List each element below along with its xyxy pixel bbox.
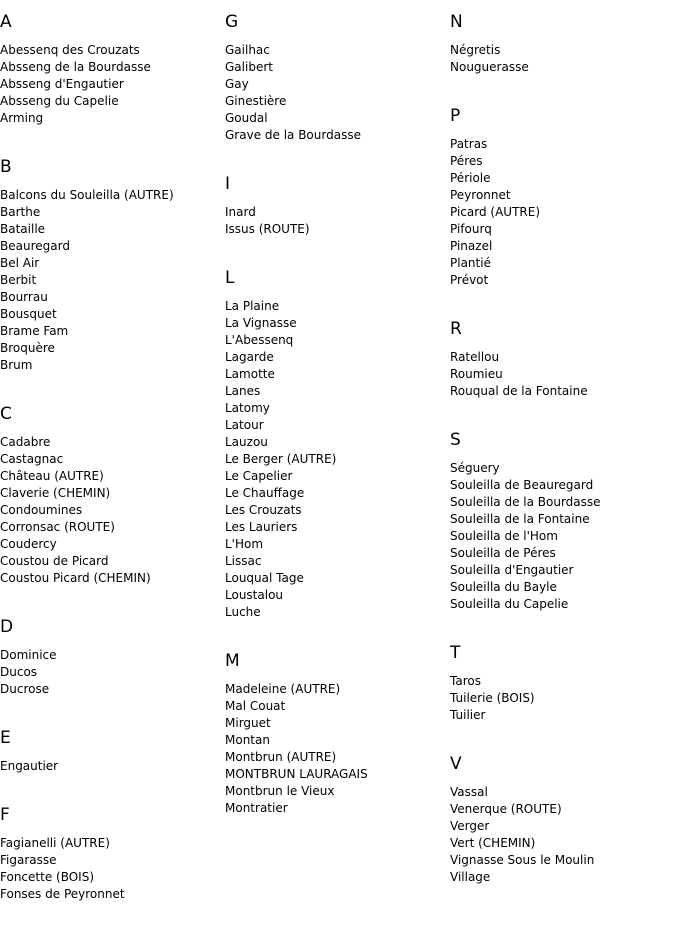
place-list	[225, 204, 450, 238]
place-list-item[interactable]: Balcons du Souleilla (AUTRE)	[0, 188, 174, 202]
place-list	[450, 349, 675, 400]
place-list-item[interactable]: Absseng du Capelie	[0, 94, 119, 108]
place-list-item[interactable]: Lagarde	[225, 350, 274, 364]
letter-heading: E	[0, 728, 11, 748]
place-list	[450, 42, 675, 76]
place-list-item[interactable]: Luche	[225, 605, 261, 619]
place-list-item[interactable]: Prévot	[450, 273, 489, 287]
place-list-item[interactable]: Mirguet	[225, 716, 271, 730]
place-list-item[interactable]: MONTBRUN LAURAGAIS	[225, 767, 368, 781]
place-list	[450, 460, 675, 613]
letter-group	[450, 12, 675, 76]
place-list-item[interactable]: Pinazel	[450, 239, 493, 253]
letter-heading: R	[450, 319, 462, 339]
place-list	[0, 647, 225, 698]
letter-group	[0, 617, 225, 698]
place-list	[225, 681, 450, 817]
place-list-item[interactable]: Verger	[450, 819, 490, 833]
place-list-item[interactable]: Brum	[0, 358, 33, 372]
place-list	[225, 298, 450, 621]
place-list-item[interactable]: Montan	[225, 733, 270, 747]
place-list-item[interactable]: Brame Fam	[0, 324, 69, 338]
letter-heading: B	[0, 157, 12, 177]
place-list	[225, 42, 450, 144]
place-list	[0, 434, 225, 587]
place-list-item[interactable]: Tuilier	[450, 708, 486, 722]
place-list-item[interactable]: Négretis	[450, 43, 501, 57]
letter-group	[0, 157, 225, 374]
place-list-item[interactable]: Souleilla du Bayle	[450, 580, 557, 594]
letter-group	[225, 174, 450, 238]
letter-group	[225, 12, 450, 144]
place-list-item[interactable]: Gailhac	[225, 43, 270, 57]
letter-heading: T	[450, 643, 461, 663]
place-list-item[interactable]: Tuilerie (BOIS)	[450, 691, 535, 705]
place-list-item[interactable]: Arming	[0, 111, 44, 125]
place-list-item[interactable]: Rouqual de la Fontaine	[450, 384, 588, 398]
place-list-item[interactable]: Louqual Tage	[225, 571, 304, 585]
place-list-item[interactable]: Corronsac (ROUTE)	[0, 520, 115, 534]
place-list	[0, 42, 225, 127]
letter-heading: I	[225, 174, 231, 194]
place-list-item[interactable]: Le Capelier	[225, 469, 293, 483]
letter-heading: C	[0, 404, 12, 424]
place-list-item[interactable]: Les Crouzats	[225, 503, 302, 517]
place-list-item[interactable]: Souleilla de la Fontaine	[450, 512, 590, 526]
place-list-item[interactable]: Latour	[225, 418, 264, 432]
place-list-item[interactable]: Souleilla du Capelie	[450, 597, 569, 611]
letter-heading: L	[225, 268, 235, 288]
place-list	[0, 835, 225, 903]
place-list	[450, 784, 675, 886]
place-list-item[interactable]: Fagianelli (AUTRE)	[0, 836, 110, 850]
place-list	[450, 673, 675, 724]
letter-group	[225, 268, 450, 621]
place-list-item[interactable]: Ducos	[0, 665, 38, 679]
place-list-item[interactable]: Fonses de Peyronnet	[0, 887, 125, 901]
place-list-item[interactable]: Dominice	[0, 648, 57, 662]
place-list-item[interactable]: Grave de la Bourdasse	[225, 128, 361, 142]
place-list-item[interactable]: Broquère	[0, 341, 55, 355]
letter-heading: A	[0, 12, 12, 32]
place-list-item[interactable]: Abessenq des Crouzats	[0, 43, 140, 57]
place-list-item[interactable]: Barthe	[0, 205, 41, 219]
place-list-item[interactable]: Bourrau	[0, 290, 48, 304]
place-list-item[interactable]: Gay	[225, 77, 249, 91]
index-column-1	[0, 12, 225, 933]
place-list-item[interactable]: Le Chauffage	[225, 486, 305, 500]
place-list-item[interactable]: Souleilla d'Engautier	[450, 563, 574, 577]
letter-group	[450, 106, 675, 289]
letter-group	[0, 12, 225, 127]
place-list-item[interactable]: Château (AUTRE)	[0, 469, 104, 483]
place-list-item[interactable]: Bousquet	[0, 307, 57, 321]
letter-group	[450, 430, 675, 613]
letter-group	[0, 728, 225, 775]
place-list	[0, 758, 225, 775]
place-list-item[interactable]: Ducrose	[0, 682, 50, 696]
place-list-item[interactable]: Berbit	[0, 273, 37, 287]
place-list-item[interactable]: La Vignasse	[225, 316, 297, 330]
place-list-item[interactable]: Vignasse Sous le Moulin	[450, 853, 595, 867]
letter-heading: V	[450, 754, 462, 774]
place-list-item[interactable]: Madeleine (AUTRE)	[225, 682, 341, 696]
place-list-item[interactable]: Coustou Picard (CHEMIN)	[0, 571, 151, 585]
place-list-item[interactable]: L'Hom	[225, 537, 264, 551]
place-list-item[interactable]: Inard	[225, 205, 256, 219]
place-list-item[interactable]: Taros	[450, 674, 481, 688]
index-column-3	[450, 12, 675, 916]
place-list-item[interactable]: Venerque (ROUTE)	[450, 802, 562, 816]
place-list-item[interactable]: Coudercy	[0, 537, 57, 551]
place-list-item[interactable]: Foncette (BOIS)	[0, 870, 94, 884]
letter-heading: N	[450, 12, 463, 32]
place-list-item[interactable]: Ginestière	[225, 94, 287, 108]
place-list-item[interactable]: Lauzou	[225, 435, 268, 449]
place-list-item[interactable]: Lissac	[225, 554, 262, 568]
place-list-item[interactable]: L'Abessenq	[225, 333, 294, 347]
place-list-item[interactable]: Vert (CHEMIN)	[450, 836, 536, 850]
letter-group	[450, 319, 675, 400]
place-list-item[interactable]: Coustou de Picard	[0, 554, 109, 568]
place-list-item[interactable]: Péres	[450, 154, 483, 168]
place-list-item[interactable]: Patras	[450, 137, 488, 151]
place-list-item[interactable]: Séguery	[450, 461, 500, 475]
place-list-item[interactable]: Souleilla de Beauregard	[450, 478, 594, 492]
place-list-item[interactable]: Peyronnet	[450, 188, 511, 202]
place-list-item[interactable]: Absseng de la Bourdasse	[0, 60, 151, 74]
place-list-item[interactable]: Ratellou	[450, 350, 500, 364]
letter-heading: G	[225, 12, 239, 32]
place-list-item[interactable]: Condoumines	[0, 503, 83, 517]
place-list-item[interactable]: Périole	[450, 171, 491, 185]
letter-group	[0, 404, 225, 587]
place-list-item[interactable]: Montratier	[225, 801, 288, 815]
place-list-item[interactable]: Engautier	[0, 759, 59, 773]
place-list-item[interactable]: Souleilla de l'Hom	[450, 529, 558, 543]
place-list-item[interactable]: Picard (AUTRE)	[450, 205, 541, 219]
place-list-item[interactable]: Mal Couat	[225, 699, 286, 713]
letter-heading: P	[450, 106, 461, 126]
place-list-item[interactable]: Beauregard	[0, 239, 70, 253]
letter-group	[225, 651, 450, 817]
place-list	[450, 136, 675, 289]
letter-group	[450, 754, 675, 886]
place-list-item[interactable]: Souleilla de Péres	[450, 546, 556, 560]
place-list	[0, 187, 225, 374]
place-list-item[interactable]: Lanes	[225, 384, 261, 398]
place-list-item[interactable]: Nouguerasse	[450, 60, 529, 74]
place-list-item[interactable]: Le Berger (AUTRE)	[225, 452, 337, 466]
place-list-item[interactable]: Pifourq	[450, 222, 492, 236]
place-list-item[interactable]: Latomy	[225, 401, 270, 415]
letter-group	[0, 805, 225, 903]
place-list-item[interactable]: Bel Air	[0, 256, 40, 270]
place-list-item[interactable]: Plantié	[450, 256, 491, 270]
place-list-item[interactable]: Castagnac	[0, 452, 64, 466]
place-list-item[interactable]: Souleilla de la Bourdasse	[450, 495, 601, 509]
letter-heading: F	[0, 805, 10, 825]
index-column-2	[225, 12, 450, 847]
place-list-item[interactable]: Montbrun le Vieux	[225, 784, 335, 798]
place-list-item[interactable]: Vassal	[450, 785, 488, 799]
place-list-item[interactable]: Loustalou	[225, 588, 284, 602]
place-list-item[interactable]: Lamotte	[225, 367, 275, 381]
place-list-item[interactable]: Figarasse	[0, 853, 57, 867]
place-list-item[interactable]: Bataille	[0, 222, 46, 236]
place-list-item[interactable]: Les Lauriers	[225, 520, 298, 534]
place-list-item[interactable]: Roumieu	[450, 367, 503, 381]
place-list-item[interactable]: Absseng d'Engautier	[0, 77, 124, 91]
place-list-item[interactable]: La Plaine	[225, 299, 280, 313]
place-list-item[interactable]: Montbrun (AUTRE)	[225, 750, 337, 764]
letter-heading: M	[225, 651, 240, 671]
place-list-item[interactable]: Claverie (CHEMIN)	[0, 486, 111, 500]
place-list-item[interactable]: Issus (ROUTE)	[225, 222, 310, 236]
place-list-item[interactable]: Goudal	[225, 111, 268, 125]
place-list-item[interactable]: Galibert	[225, 60, 273, 74]
letter-heading: D	[0, 617, 14, 637]
letter-heading: S	[450, 430, 461, 450]
place-list-item[interactable]: Cadabre	[0, 435, 51, 449]
place-list-item[interactable]: Village	[450, 870, 491, 884]
letter-group	[450, 643, 675, 724]
